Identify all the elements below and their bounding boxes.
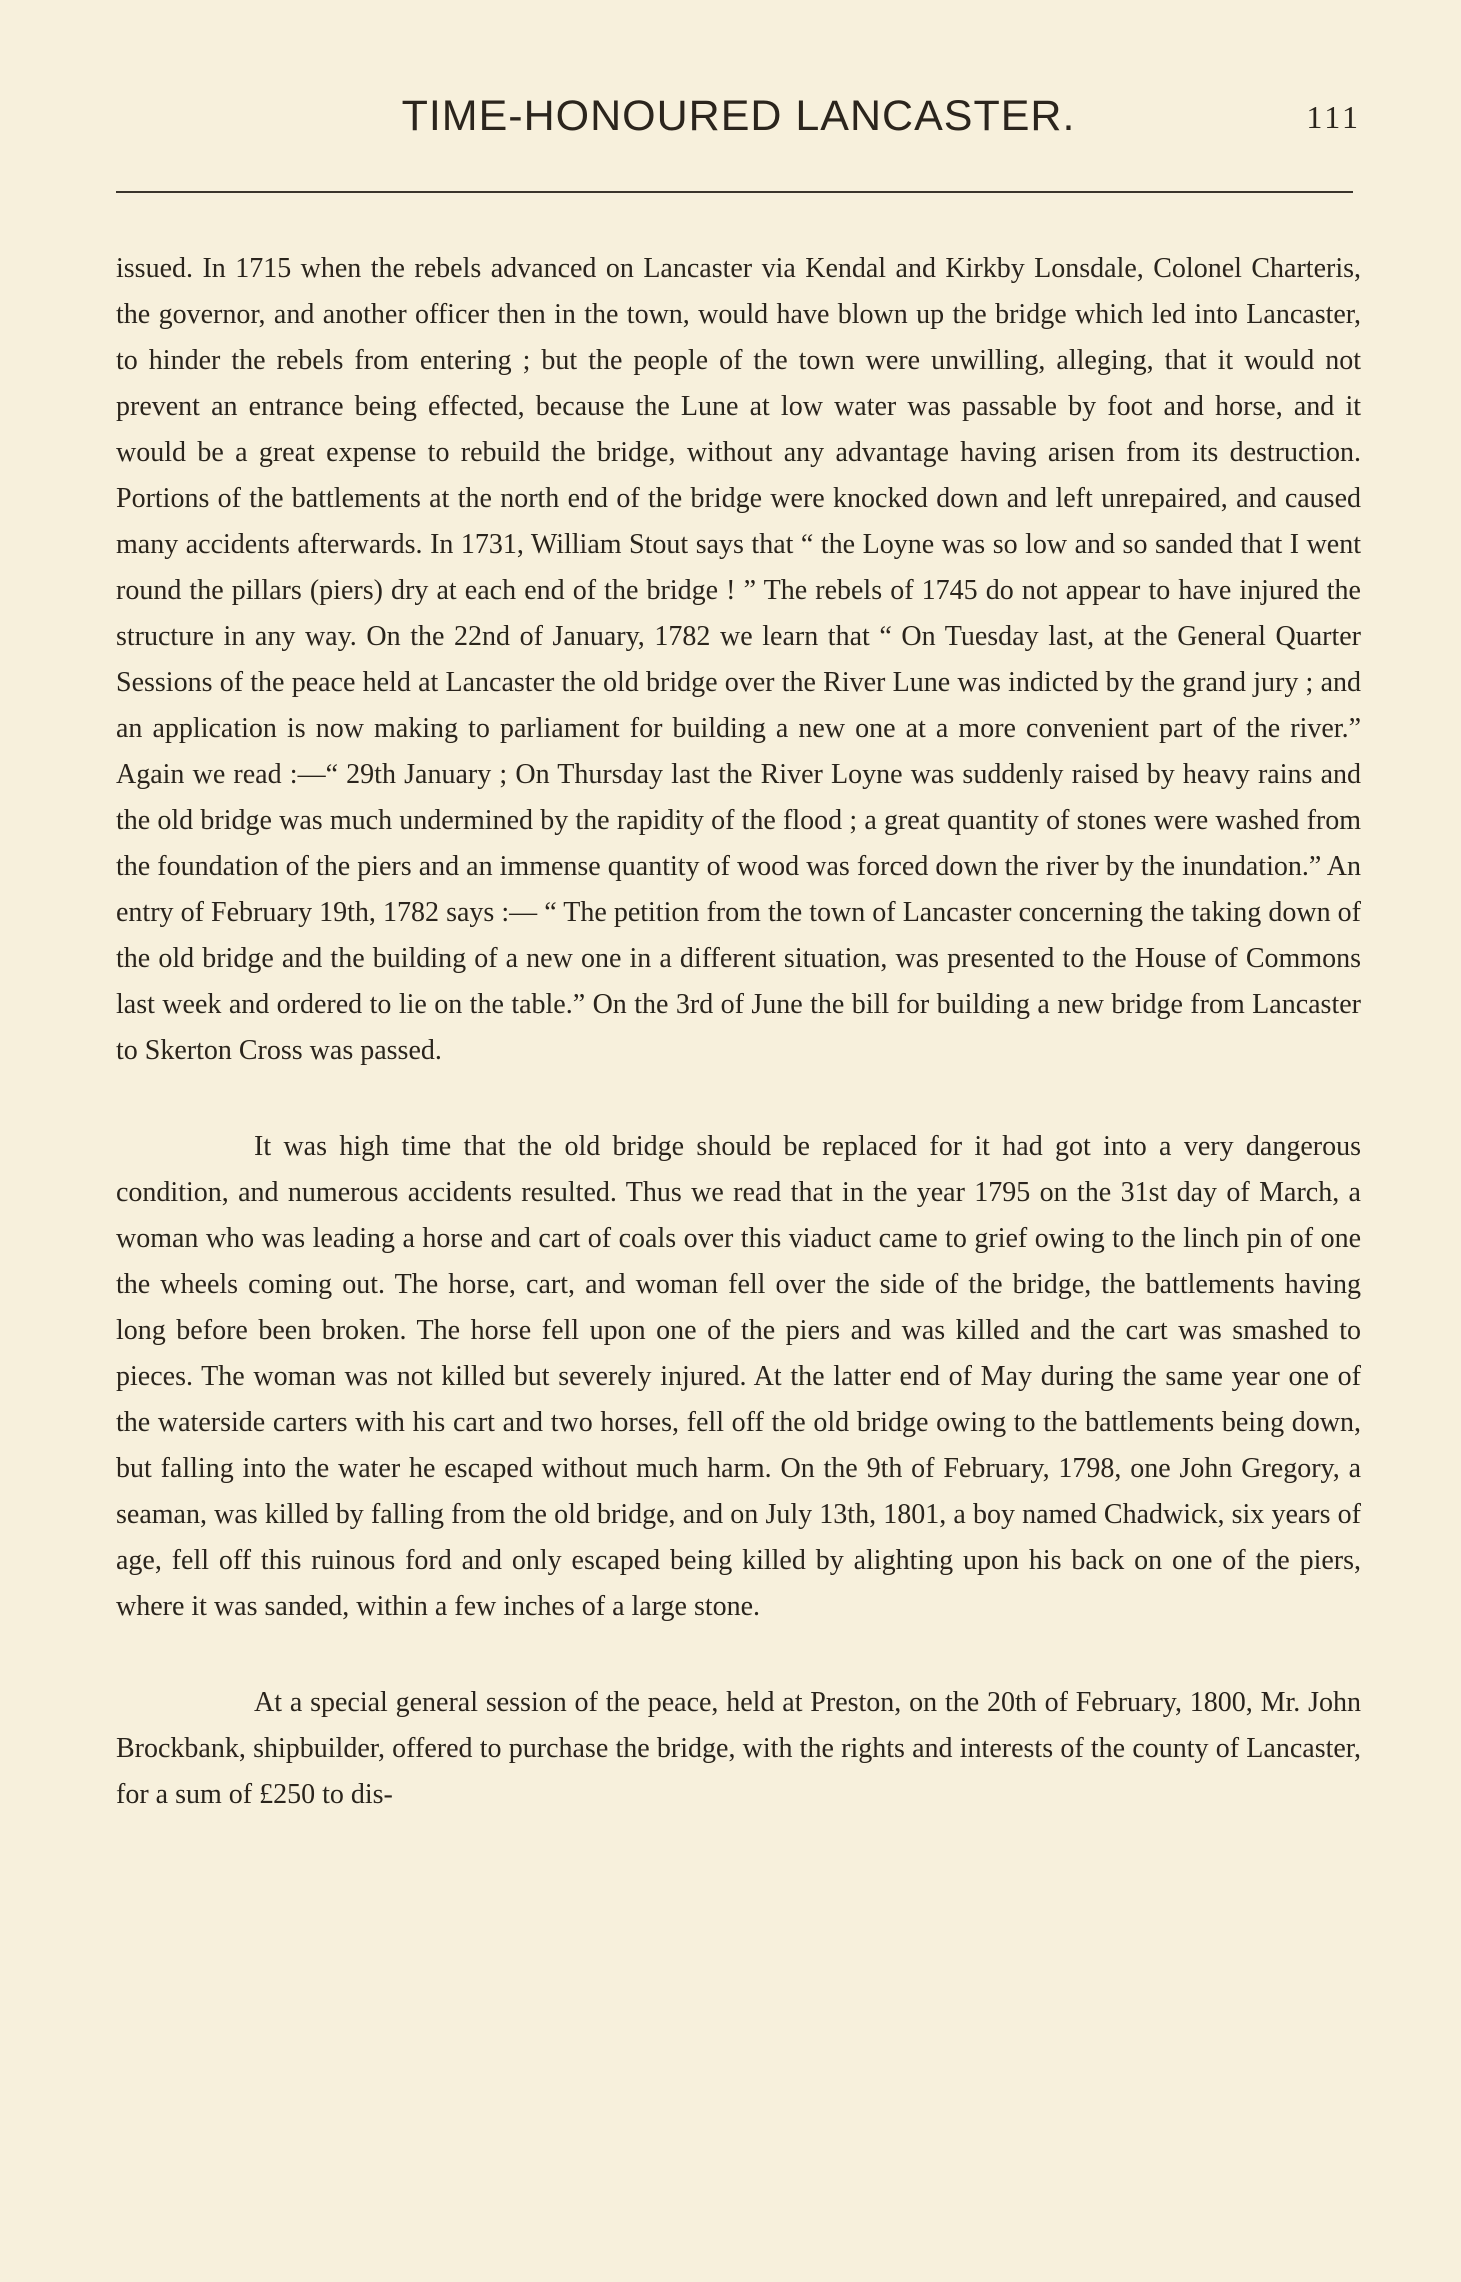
- paragraph-2: It was high time that the old bridge should be replaced for it had got into a very dangerous condition, and numerous accidents resulted. Thus we read that in the year 1795 on the 31st day of March, a woman who was leading a horse and cart of coals over this viaduct came to grief owing to the linch pin of one the wheels coming out. The horse, cart, and woman fell over the side of the bridge, the battlements having long before been broken. The horse fell upon one of the piers and was killed and the cart was smashed to pieces. The woman was not killed but severely injured. At the latter end of May during the same year one of the waterside carters with his cart and two horses, fell off the old bridge owing to the battlements being down, but falling into the water he escaped without much harm. On the 9th of February, 1798, one John Gregory, a seaman, was killed by falling from the old bridge, and on July 13th, 1801, a boy named Chadwick, six years of age, fell off this ruinous ford and only escaped being killed by alighting upon his back on one of the piers, where it was sanded, within a few inches of a large stone.: [116, 1131, 1361, 1622]
- page-number: 111: [1306, 99, 1361, 135]
- body-text: [116, 246, 1361, 1818]
- running-header: [116, 86, 1361, 146]
- paragraph-1: issued. In 1715 when the rebels advanced on Lancaster via Kendal and Kirkby Lonsdale, Colonel Charteris, the governor, and another officer then in the town, would have blown up the bridge which led into Lancaster, to hinder the rebels from entering ; but the people of the town were unwilling, alleging, that it would not prevent an entrance being effected, because the Lune at low water was passable by foot and horse, and it would be a great expense to rebuild the bridge, without any advantage having arisen from its destruction. Portions of the battlements at the north end of the bridge were knocked down and left unrepaired, and caused many accidents afterwards. In 1731, William Stout says that “ the Loyne was so low and so sanded that I went round the pillars (piers) dry at each end of the bridge ! ” The rebels of 1745 do not appear to have injured the structure in any way. On the 22nd of January, 1782 we learn that “ On Tuesday last, at the General Quarter Sessions of the peace held at Lancaster the old bridge over the River Lune was indicted by the grand jury ; and an application is now making to parliament for building a new one at a more convenient part of the river.” Again we read :—“ 29th January ; On Thursday last the River Loyne was suddenly raised by heavy rains and the old bridge was much undermined by the rapidity of the flood ; a great quantity of stones were washed from the foundation of the piers and an immense quantity of wood was forced down the river by the inundation.” An entry of February 19th, 1782 says :— “ The petition from the town of Lancaster concerning the taking down of the old bridge and the building of a new one in a different situation, was presented to the House of Commons last week and ordered to lie on the table.” On the 3rd of June the bill for building a new bridge from Lancaster to Skerton Cross was passed.: [116, 253, 1361, 1066]
- paragraph-3: At a special general session of the peace, held at Preston, on the 20th of February, 1800, Mr. John Brockbank, shipbuilder, offered to purchase the bridge, with the rights and interests of the county of Lancaster, for a sum of £250 to dis-: [116, 1687, 1361, 1810]
- header-rule: [116, 191, 1353, 193]
- running-title: TIME-HONOURED LANCASTER.: [401, 92, 1076, 140]
